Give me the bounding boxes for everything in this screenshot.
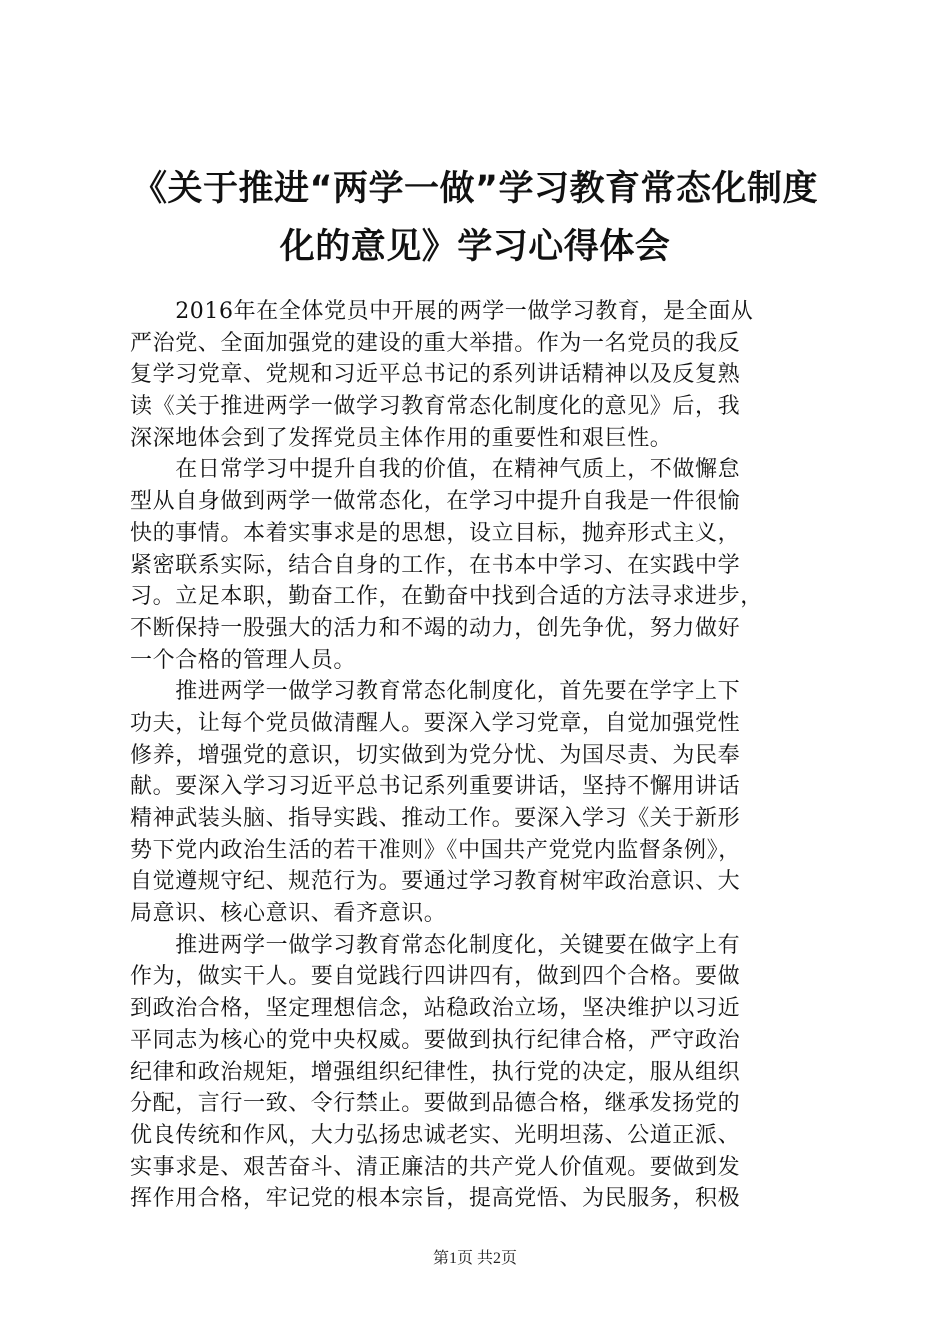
body-line: 修养，增强党的意识，切实做到为党分忧、为国尽责、为民奉 — [130, 742, 741, 768]
body-line: 挥作用合格，牢记党的根本宗旨，提高党悟、为民服务，积极 — [130, 1186, 741, 1212]
body-line: 自觉遵规守纪、规范行为。要通过学习教育树牢政治意识、大 — [130, 869, 741, 895]
body-line: 深深地体会到了发挥党员主体作用的重要性和艰巨性。 — [130, 425, 673, 451]
title-line-2: 化的意见》学习心得体会 — [279, 227, 671, 267]
body-line: 读《关于推进两学一做学习教育常态化制度化的意见》后，我 — [130, 394, 741, 420]
document-title — [100, 160, 850, 276]
body-line: 推进两学一做学习教育常态化制度化，首先要在学字上下 — [130, 679, 741, 705]
body-line: 分配，言行一致、令行禁止。要做到品德合格，继承发扬党的 — [130, 1091, 741, 1117]
body-line: 精神武装头脑、指导实践、推动工作。要深入学习《关于新形 — [130, 806, 741, 831]
body-line: 优良传统和作风，大力弘扬忠诚老实、光明坦荡、公道正派、 — [130, 1122, 741, 1148]
body-line: 习。立足本职，勤奋工作，在勤奋中找到合适的方法寻求进步， — [130, 584, 763, 610]
body-line: 不断保持一股强大的活力和不竭的动力，创先争优，努力做好 — [130, 615, 741, 641]
body-line: 势下党内政治生活的若干准则》《中国共产党党内监督条例》， — [130, 837, 741, 863]
body-line: 在日常学习中提升自我的价值，在精神气质上，不做懈怠 — [130, 457, 741, 483]
body-line: 平同志为核心的党中央权威。要做到执行纪律合格，严守政治 — [130, 1027, 741, 1053]
page-number-footer: 第1页 共2页 — [432, 1250, 517, 1267]
document-body — [130, 296, 830, 1215]
body-line: 一个合格的管理人员。 — [130, 647, 357, 673]
body-line: 作为，做实干人。要自觉践行四讲四有，做到四个合格。要做 — [130, 964, 741, 990]
body-line: 紧密联系实际，结合自身的工作，在书本中学习、在实践中学 — [130, 552, 741, 578]
body-line: 快的事情。本着实事求是的思想，设立目标，抛弃形式主义， — [130, 520, 741, 546]
body-line: 2016年在全体党员中开展的两学一做学习教育，是全面从 — [130, 299, 754, 324]
body-line: 到政治合格，坚定理想信念，站稳政治立场，坚决维护以习近 — [130, 996, 741, 1022]
body-line: 推进两学一做学习教育常态化制度化，关键要在做字上有 — [130, 932, 741, 958]
body-line: 实事求是、艰苦奋斗、清正廉洁的共产党人价值观。要做到发 — [130, 1154, 741, 1180]
body-line: 局意识、核心意识、看齐意识。 — [130, 901, 447, 927]
body-line: 复学习党章、党规和习近平总书记的系列讲话精神以及反复熟 — [130, 362, 741, 388]
body-line: 纪律和政治规矩，增强组织纪律性，执行党的决定，服从组织 — [130, 1059, 741, 1085]
title-line-1: 《关于推进“两学一做”学习教育常态化制度 — [131, 169, 818, 209]
body-line: 严治党、全面加强党的建设的重大举措。作为一名党员的我反 — [130, 330, 741, 356]
body-line: 型从自身做到两学一做常态化，在学习中提升自我是一件很愉 — [130, 489, 741, 515]
body-line: 献。要深入学习习近平总书记系列重要讲话，坚持不懈用讲话 — [130, 774, 741, 800]
body-line: 功夫，让每个党员做清醒人。要深入学习党章，自觉加强党性 — [130, 710, 741, 736]
